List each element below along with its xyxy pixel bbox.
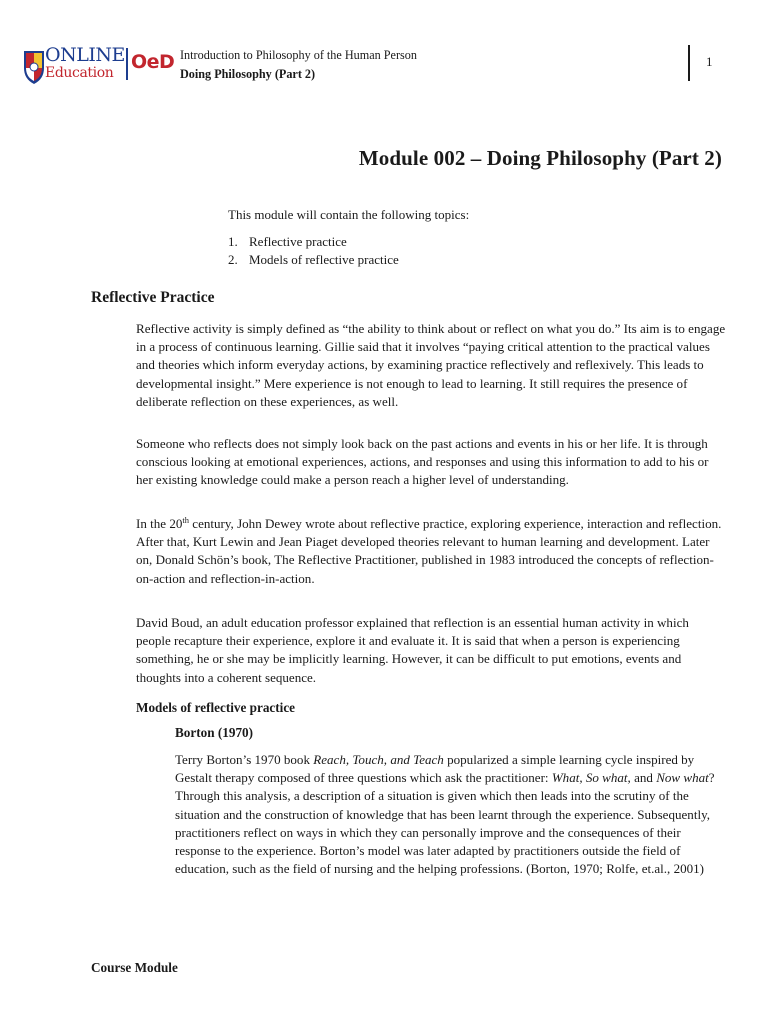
topic-label: Models of reflective practice <box>249 252 399 267</box>
header-vertical-rule <box>688 45 690 81</box>
ordinal-superscript: th <box>182 515 190 525</box>
header-course-subtitle: Doing Philosophy (Part 2) <box>180 67 316 81</box>
logo-online-text: ONLINE <box>45 44 125 66</box>
paragraph <box>136 435 726 490</box>
text-run: and <box>630 770 657 786</box>
paragraph <box>136 320 726 411</box>
book-title: Reach, Touch, and Teach <box>313 752 444 767</box>
logo-oed-text: OeD <box>131 51 175 73</box>
topic-item <box>228 233 399 251</box>
module-title: Module 002 – Doing Philosophy (Part 2) <box>358 146 722 170</box>
subheading-models: Models of reflective practice <box>136 700 296 715</box>
topic-item <box>228 251 399 269</box>
paragraph-text <box>175 751 723 878</box>
logo-education-text: Education <box>45 65 114 81</box>
header-course-title: Introduction to Philosophy of the Human Person <box>180 48 417 62</box>
page-header <box>22 40 748 90</box>
topic-label: Reflective practice <box>249 234 347 249</box>
paragraph <box>136 515 726 588</box>
text-run: popularized a simple learning cycle inspired by Gestalt therapy composed of three questions which ask the practitioner: <box>175 752 695 786</box>
section-heading-reflective-practice: Reflective Practice <box>91 289 215 306</box>
header-course-info <box>180 46 417 84</box>
paragraph-text-start: In the 20 <box>136 516 183 531</box>
paragraph-text: Someone who reflects does not simply look back on the past actions and events in his or her life. It is through conscious looking at emotional experiences, actions, and responses and using this information to add to his or her existing knowledge could make a person reach a higher level of understanding. <box>136 436 709 488</box>
topic-number: 2. <box>228 252 238 267</box>
paragraph <box>136 614 726 687</box>
question-emphasis: Now what <box>656 770 709 786</box>
paragraph-text-rest: century, John Dewey wrote about reflective practice, exploring experience, interaction and reflection. After that, Kurt Lewin and Jean Piaget developed theories relevant to human learning and development. Later on, Donald Schön’s book, The Reflective Practitioner, published in 1983 introduced the concepts of reflection-on-action and reflection-in-action. <box>136 516 722 586</box>
topic-number: 1. <box>228 234 238 249</box>
question-emphasis: What, So what, <box>551 770 631 786</box>
subheading-borton: Borton (1970) <box>175 725 254 740</box>
paragraph-text <box>136 515 726 588</box>
text-run: Terry Borton’s 1970 book <box>175 752 314 767</box>
paragraph-text: David Boud, an adult education professor explained that reflection is an essential human activity in which people recapture their experience, explore it and evaluate it. It is said that when a person is experiencing something, he or she may be implicitly learning. However, it can be difficult to put emotions, events and thoughts into a coherent sequence. <box>136 615 689 685</box>
text-run: ? Through this analysis, a description of a situation is given which then leads into the scrutiny of the situation and the construction of knowledge that has been learnt through the experience. Subsequently, practitioners reflect on ways in which they can personally improve and the consequences of their response to the experience. Borton’s model was later adapted by practitioners outside the field of education, such as the field of nursing and the helping professions. (Borton, 1970; Rolfe, et.al., 2001) <box>175 770 715 877</box>
page-number: 1 <box>706 54 713 69</box>
paragraph-text: Reflective activity is simply defined as “the ability to think about or reflect on what you do.” Its aim is to engage in a process of continuous learning. Gillie said that it involves “paying critical attention to the practical values and theories which inform everyday actions, by examining practice reflectively and reflexively. This leads to developmental insight.” Mere experience is not enough to lead to learning. It still requires the presence of deliberate reflection on these experiences, as well. <box>136 321 726 409</box>
shield-crest-icon <box>22 48 46 86</box>
borton-paragraph <box>175 751 723 878</box>
topics-intro: This module will contain the following topics: <box>228 207 470 222</box>
online-education-logo <box>22 44 174 86</box>
topics-list <box>228 233 399 269</box>
logo-divider <box>126 48 128 80</box>
footer-course-module: Course Module <box>91 960 178 975</box>
